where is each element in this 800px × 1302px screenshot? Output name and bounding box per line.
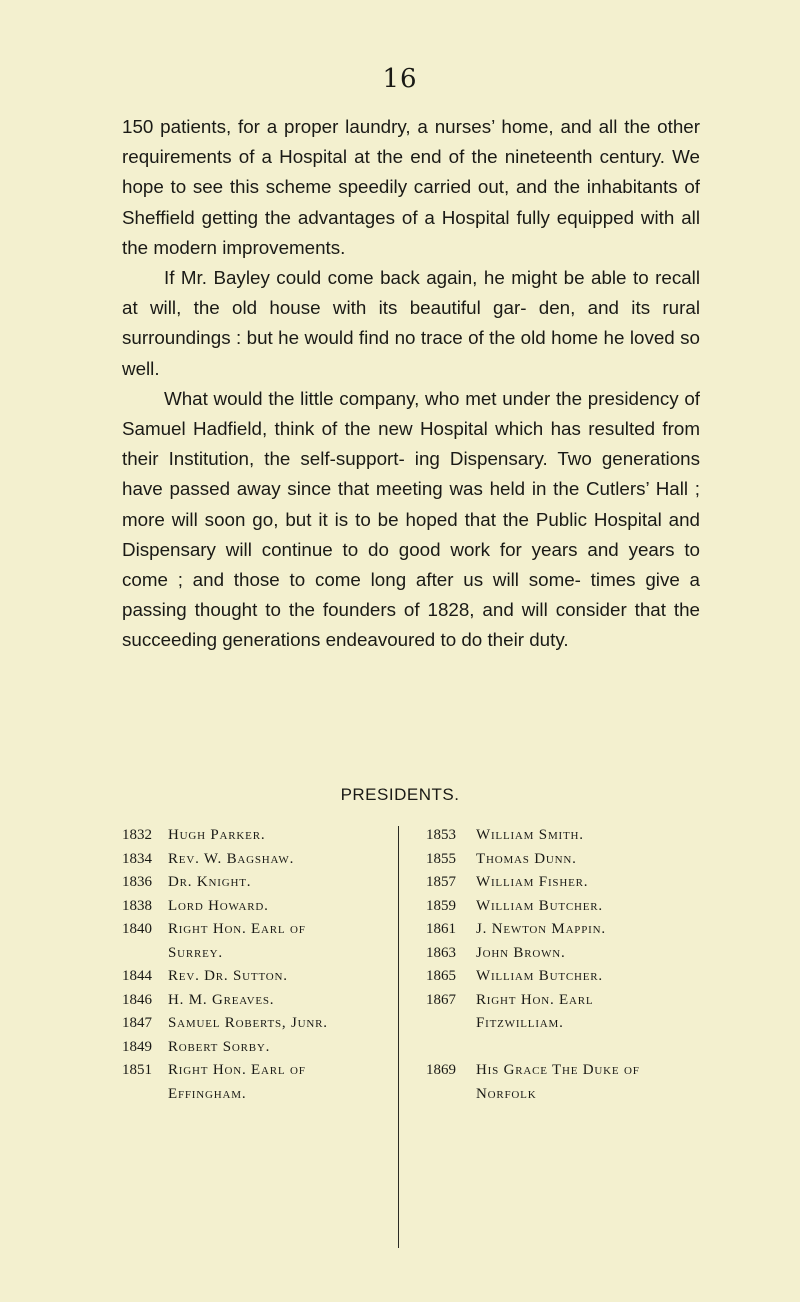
president-name: William Butcher.: [476, 897, 603, 914]
president-row: [426, 965, 726, 989]
president-year: [426, 1012, 476, 1036]
paragraph-3: What would the little company, who met under the presidency of Samuel Hadfield, think of the new Hospital which has resulted from their Institution, the self-support- ing Dispensary. Two generations have passed away since that meeting was held in the Cutlers’ Hall ; more will soon go, but it is to be hoped that the Public Hospital and Dispensary will continue to do good work for years and years to come ; and those to come long after us will some- times give a passing thought to the founders of 1828, and will consider that the succeeding generations endeavoured to do their duty.: [122, 387, 700, 651]
president-row: [122, 942, 392, 966]
president-year: 1849: [122, 1038, 152, 1055]
president-year: 1846: [122, 991, 152, 1008]
president-year: 1865: [426, 968, 456, 984]
president-name: Right Hon. Earl: [476, 991, 594, 1008]
president-year: 1869: [426, 1062, 456, 1078]
president-year: 1863: [426, 944, 456, 961]
president-year: 1832: [122, 827, 152, 843]
paragraph-2: If Mr. Bayley could come back again, he might be able to recall at will, the old house with its beautiful gar- den, and its rural surroundings : but he would find no trace of the old home he loved so well.: [122, 267, 700, 379]
president-year: 1844: [122, 968, 152, 984]
president-row: [426, 1083, 726, 1107]
column-divider: [398, 826, 399, 1248]
president-year: 1859: [426, 897, 456, 914]
president-name: Hugh Parker.: [168, 827, 266, 843]
president-name: Surrey.: [168, 944, 223, 961]
president-row: [426, 1036, 726, 1060]
president-row: [426, 942, 726, 966]
presidents-list-right: [426, 824, 726, 1106]
president-name: Dr. Knight.: [168, 874, 252, 890]
president-year: 1836: [122, 874, 152, 890]
president-name: Samuel Roberts, Junr.: [168, 1015, 328, 1031]
president-row: [122, 1059, 392, 1083]
president-name: Rev. W. Bagshaw.: [168, 850, 295, 867]
president-year: 1847: [122, 1015, 152, 1031]
president-name: H. M. Greaves.: [168, 991, 275, 1008]
president-name: J. Newton Mappin.: [476, 921, 606, 937]
president-year: 1861: [426, 921, 456, 937]
president-row: [122, 871, 392, 895]
president-row: [122, 965, 392, 989]
president-name: Fitzwilliam.: [476, 1015, 564, 1031]
president-year: 1838: [122, 897, 152, 914]
president-row: [122, 1083, 392, 1107]
president-name: Robert Sorby.: [168, 1038, 271, 1055]
president-name: Lord Howard.: [168, 897, 269, 914]
president-name: Rev. Dr. Sutton.: [168, 968, 288, 984]
president-row: [426, 918, 726, 942]
president-year: 1855: [426, 850, 456, 867]
paragraph-1: 150 patients, for a proper laundry, a nurses’ home, and all the other requirements of a Hospital at the end of the nineteenth century. We hope to see this scheme speedily carried out, and the inhabitants of Sheffield getting the advantages of a Hospital fully equipped with all the modern improvements.: [122, 116, 700, 258]
president-row: [122, 824, 392, 848]
president-row: [122, 918, 392, 942]
president-year: 1857: [426, 874, 456, 890]
president-year: 1853: [426, 827, 456, 843]
president-year: [122, 942, 168, 966]
president-name: His Grace The Duke of: [476, 1062, 640, 1078]
president-year: 1834: [122, 850, 152, 867]
president-name: Effingham.: [168, 1085, 247, 1102]
president-year: [426, 1083, 476, 1107]
president-name: William Butcher.: [476, 968, 603, 984]
president-year: 1851: [122, 1062, 152, 1078]
president-row: [426, 871, 726, 895]
president-row: [122, 989, 392, 1013]
body-text: [122, 112, 700, 656]
president-name: William Smith.: [476, 827, 584, 843]
president-year: [426, 1036, 476, 1060]
president-row: [426, 824, 726, 848]
president-row: [426, 895, 726, 919]
president-row: [426, 848, 726, 872]
president-name: Thomas Dunn.: [476, 850, 577, 867]
president-year: 1840: [122, 921, 152, 937]
president-year: 1867: [426, 991, 456, 1008]
president-name: Right Hon. Earl of: [168, 921, 306, 937]
president-row: [122, 895, 392, 919]
presidents-list-left: [122, 824, 392, 1106]
president-name: [476, 1036, 481, 1060]
president-row: [426, 989, 726, 1013]
page-number: 16: [382, 64, 418, 94]
president-row: [122, 1012, 392, 1036]
president-name: Right Hon. Earl of: [168, 1062, 306, 1078]
president-year: [122, 1083, 168, 1107]
president-row: [122, 848, 392, 872]
president-row: [426, 1059, 726, 1083]
president-name: Norfolk: [476, 1085, 537, 1102]
president-name: John Brown.: [476, 944, 566, 961]
president-row: [122, 1036, 392, 1060]
president-name: William Fisher.: [476, 874, 589, 890]
presidents-heading: PRESIDENTS.: [340, 785, 460, 804]
president-row: [426, 1012, 726, 1036]
